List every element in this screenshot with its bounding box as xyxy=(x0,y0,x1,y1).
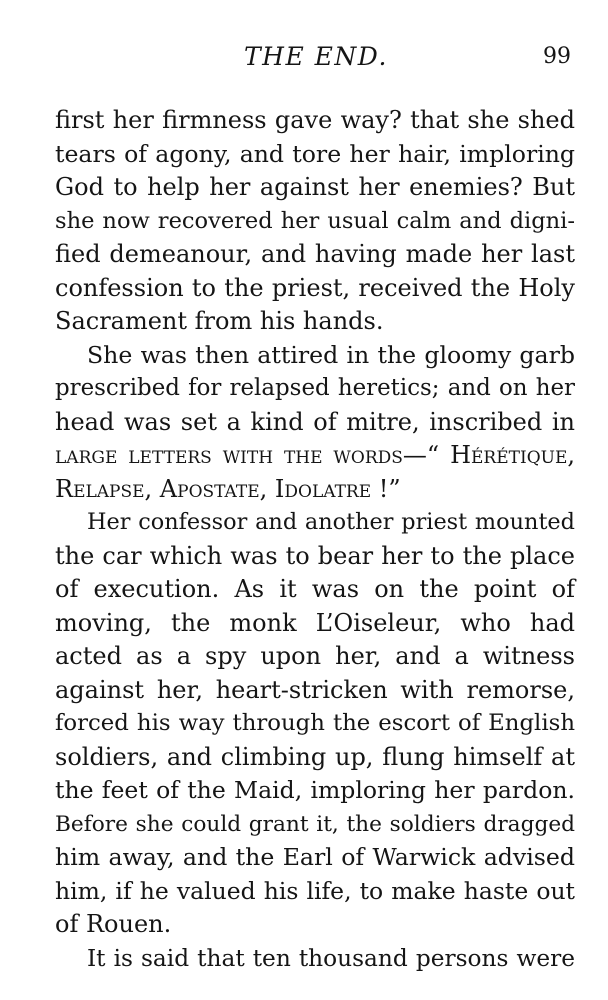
text-line: of Rouen. xyxy=(55,910,172,938)
running-header xyxy=(0,42,608,78)
text-line: acted as a spy upon her, and a witness xyxy=(55,642,575,670)
text-line: tears of agony, and tore her hair, imploring xyxy=(55,139,575,168)
text-line: soldiers, and climbing up, flung himself at xyxy=(55,742,575,771)
running-title: THE END. xyxy=(244,42,388,71)
text-line: She was then attired in the gloomy garb xyxy=(87,340,575,369)
text-line: she now recovered her usual calm and digni- xyxy=(55,207,575,234)
text-line: confession to the priest, received the Holy xyxy=(55,273,575,302)
text-line: of execution. As it was on the point of xyxy=(55,575,575,603)
text-line: him, if he valued his life, to make haste out xyxy=(55,876,575,905)
text-line: Before she could grant it, the soldiers dragged xyxy=(55,811,575,837)
text-line: large letters with the words—“ Hérétique, xyxy=(55,441,575,469)
text-line: against her, heart-stricken with remorse, xyxy=(55,675,575,704)
text-line: first her firmness gave way? that she shed xyxy=(55,106,575,134)
body-text xyxy=(55,104,575,975)
text-line: Sacrament from his hands. xyxy=(55,307,384,335)
text-line: him away, and the Earl of Warwick advised xyxy=(55,843,575,871)
text-line: God to help her against her enemies? But xyxy=(55,173,575,201)
page-number: 99 xyxy=(543,44,571,69)
text-line: forced his way through the escort of English xyxy=(55,710,575,736)
text-line: head was set a kind of mitre, inscribed in xyxy=(55,407,575,436)
text-line: the car which was to bear her to the place xyxy=(55,541,575,570)
text-line: It is said that ten thousand persons were xyxy=(87,944,575,972)
paragraph-2 xyxy=(55,339,575,507)
text-line: Relapse, Apostate, Idolatre !” xyxy=(55,474,401,503)
paragraph-4 xyxy=(55,942,575,976)
text-line: the feet of the Maid, imploring her pardon. xyxy=(55,776,575,804)
text-line: Her confessor and another priest mounted xyxy=(87,509,575,535)
text-line: fied demeanour, and having made her last xyxy=(55,240,575,268)
paragraph-3 xyxy=(55,506,575,942)
paragraph-1 xyxy=(55,104,575,339)
text-line: moving, the monk L’Oiseleur, who had xyxy=(55,608,575,637)
text-line: prescribed for relapsed heretics; and on her xyxy=(55,375,575,401)
